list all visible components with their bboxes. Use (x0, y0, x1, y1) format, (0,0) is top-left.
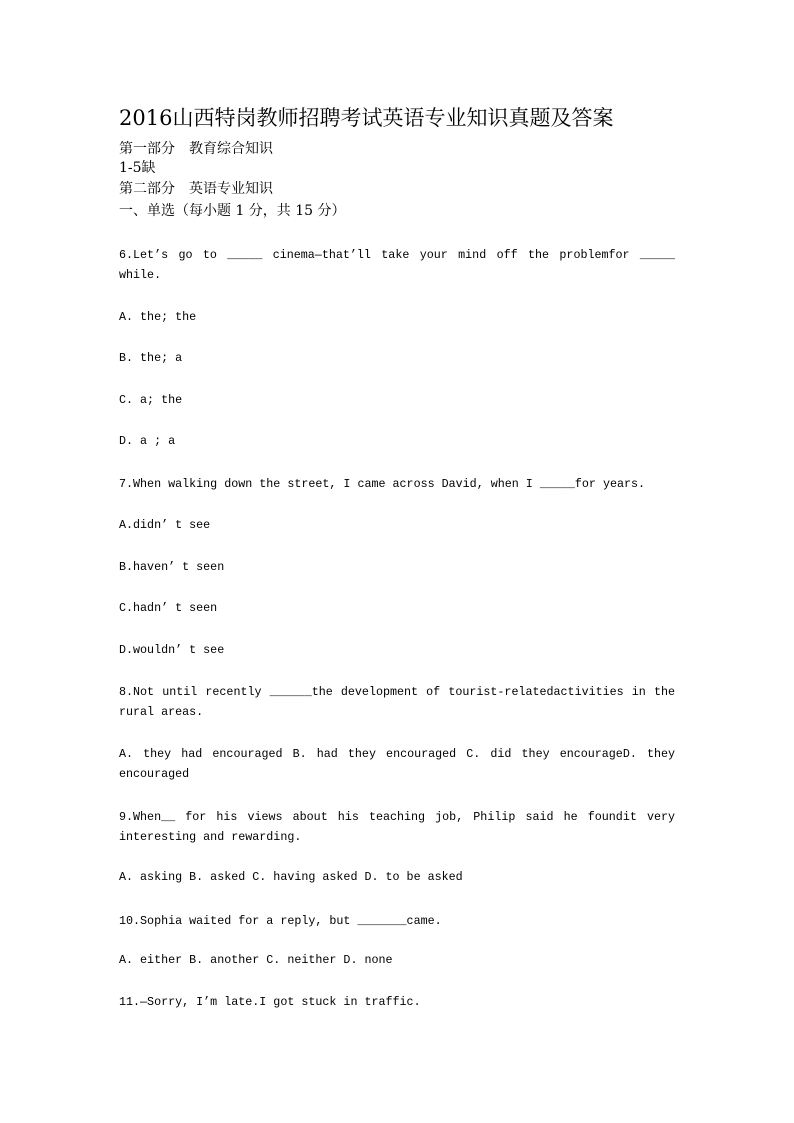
question-7-option-c: C.hadn’ t seen (119, 601, 218, 615)
question-9-options: A. asking B. asked C. having asked D. to be asked (119, 870, 463, 884)
question-8-stem: 8.Not until recently ______the development of tourist-relatedactivities in the rural areas. (119, 685, 675, 719)
document-title: 2016山西特岗教师招聘考试英语专业知识真题及答案 (119, 106, 614, 130)
question-7-option-b: B.haven’ t seen (119, 560, 225, 574)
section-instruction: 一、单选（每小题 1 分，共 15 分） (119, 203, 346, 219)
question-7-option-a: A.didn’ t see (119, 518, 211, 532)
question-7-stem: 7.When walking down the street, I came across David, when I _____for years. (119, 477, 646, 491)
missing-questions-note: 1-5缺 (119, 160, 156, 176)
question-10-options: A. either B. another C. neither D. none (119, 953, 393, 967)
question-6-option-a: A. the; the (119, 310, 197, 324)
question-6-option-c: C. a; the (119, 393, 183, 407)
question-11-stem: 11.—Sorry, I’m late.I got stuck in traffic. (119, 995, 421, 1009)
question-9-stem: 9.When__ for his views about his teaching job, Philip said he foundit very interesting and rewarding. (119, 810, 675, 844)
question-6-stem: 6.Let’s go to _____ cinema—that’ll take your mind off the problemfor _____ while. (119, 248, 675, 282)
question-8-options: A. they had encouraged B. had they encouraged C. did they encourageD. they encouraged (119, 747, 675, 781)
question-10-stem: 10.Sophia waited for a reply, but _______came. (119, 914, 442, 928)
section-heading-part2: 第二部分 英语专业知识 (119, 181, 273, 197)
question-7-option-d: D.wouldn’ t see (119, 643, 225, 657)
question-6-option-d: D. a ; a (119, 434, 176, 448)
question-6-option-b: B. the; a (119, 351, 183, 365)
section-heading-part1: 第一部分 教育综合知识 (119, 141, 273, 157)
